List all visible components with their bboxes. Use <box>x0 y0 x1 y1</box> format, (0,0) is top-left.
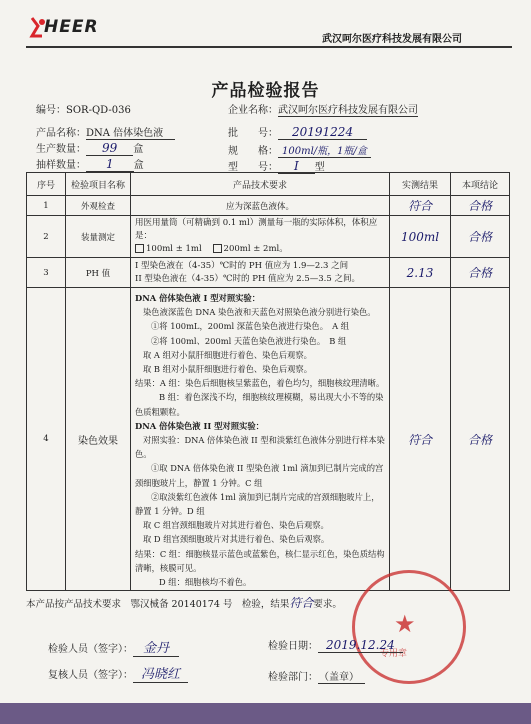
row-conclusion: 合格 <box>451 196 510 216</box>
reviewer-signature-line <box>48 663 188 682</box>
section-title: DNA 倍体染色液 I 型对照实验： <box>135 293 261 303</box>
conclusion-statement <box>26 594 342 611</box>
requirement-line: ①取 DNA 倍体染色液 II 型染色液 1ml 滴加到已制片完成的宫颈细胞玻片上，静置 1 分钟。C 组 <box>135 463 384 488</box>
option-200ml: 200ml ± 2ml。 <box>223 244 288 254</box>
row-item: 外观检查 <box>66 196 131 216</box>
model-label: 型 号： <box>228 162 278 173</box>
sample-unit: 盒 <box>133 160 144 171</box>
requirement-line: B 组：着色深浅不均，细胞核纹理模糊，易出现大小不等的染色质粗颗粒。 <box>135 392 384 417</box>
logo-text: HEER <box>44 17 99 37</box>
enterprise-value: 武汉呵尔医疗科技发展有限公司 <box>278 105 418 116</box>
produced-label: 生产数量： <box>36 144 86 155</box>
row-conclusion: 合格 <box>451 288 510 591</box>
inspection-date-line <box>268 637 403 652</box>
spec-field <box>228 142 371 157</box>
volume-options <box>135 243 385 256</box>
product-field <box>36 124 175 139</box>
row-result: 2.13 <box>390 258 451 288</box>
enterprise-field <box>228 101 418 116</box>
produced-field <box>36 140 143 155</box>
inspector-label: 检验人员（签字）： <box>48 644 133 655</box>
col-header-result: 实测结果 <box>390 173 451 196</box>
row-result: 符合 <box>390 196 451 216</box>
requirement-line: 取 A 组对小鼠肝细胞进行着色、染色后观察。 <box>143 349 312 360</box>
requirement-line: 对照实验：DNA 倍体染色液 II 型和淡紫红色液体分别进行样本染色。 <box>135 435 385 460</box>
table-row <box>27 196 510 216</box>
requirement-line: I 型染色液在（4-35）℃时的 PH 值应为 1.9—2.3 之间 <box>135 260 349 271</box>
table-row <box>27 258 510 288</box>
row-requirement: 应为深蓝色液体。 <box>131 196 390 216</box>
inspection-table <box>26 172 510 591</box>
row-conclusion: 合格 <box>451 258 510 288</box>
reviewer-signature: 冯晓红 <box>133 667 188 683</box>
row-requirement <box>131 258 390 288</box>
requirement-line: II 型染色液在（4-35）℃时的 PH 值应为 2.5—3.5 之间。 <box>135 273 360 284</box>
requirement-line: 结果：C 组：细胞核显示蓝色或蓝紫色，核仁显示红色，染色质结构清晰，核膜可见。 <box>135 548 385 573</box>
checkbox-200ml <box>213 244 222 253</box>
row-item: 染色效果 <box>66 288 131 591</box>
inspector-signature: 金丹 <box>133 641 179 657</box>
batch-field <box>228 124 367 139</box>
code-field <box>36 101 131 116</box>
sample-value: 1 <box>86 157 134 172</box>
conclusion-tail: 要求。 <box>313 599 342 610</box>
batch-value: 20191224 <box>278 125 367 140</box>
inspector-signature-line <box>48 637 179 656</box>
seal-star-icon: ★ <box>394 610 416 638</box>
code-value: SOR-QD-036 <box>66 105 131 116</box>
option-100ml: 100ml ± 1ml <box>146 244 202 254</box>
row-requirement <box>131 216 390 258</box>
enterprise-label: 企业名称： <box>228 105 278 116</box>
model-field <box>228 158 325 173</box>
section-title: DNA 倍体染色液 II 型对照实验： <box>135 420 264 431</box>
spec-label: 规 格： <box>228 146 278 157</box>
row-no: 4 <box>27 288 66 591</box>
requirement-line: D 组：细胞核均不着色。 <box>159 577 252 588</box>
requirement-line: 用医用量筒（可精确到 0.1 ml）测量每一瓶的实际体积，体积应是： <box>135 218 378 241</box>
table-row <box>27 288 510 591</box>
conclusion-text: 本产品按产品技术要求 鄂汉械备 20140174 号 检验，结果 <box>26 599 290 610</box>
requirement-line: 取 C 组宫颈细胞玻片对其进行着色、染色后观察。 <box>143 520 329 531</box>
department-line <box>268 668 365 683</box>
conclusion-handwritten: 符合 <box>289 596 314 610</box>
produced-unit: 盒 <box>133 144 144 155</box>
product-value: DNA 倍体染色液 <box>86 128 175 140</box>
bottom-band <box>0 703 531 724</box>
row-item: 装量测定 <box>66 216 131 258</box>
row-requirement <box>131 288 390 591</box>
row-no: 3 <box>27 258 66 288</box>
model-unit: 型 <box>314 162 325 173</box>
requirement-line: ②将 100ml、200ml 天蓝色染色液进行染色。 B 组 <box>151 335 347 346</box>
row-no: 1 <box>27 196 66 216</box>
page-title: 产品检验报告 <box>211 81 320 101</box>
requirement-line: ②取淡紫红色液体 1ml 滴加到已制片完成的宫颈细胞玻片上，静置 1 分钟。D 组 <box>135 491 380 517</box>
reviewer-label: 复核人员（签字）： <box>48 670 133 681</box>
requirement-line: 结果：A 组：染色后细胞核呈紫蓝色，着色均匀，细胞核纹理清晰。 <box>135 378 385 389</box>
table-header-row <box>27 173 510 196</box>
row-conclusion: 合格 <box>451 216 510 258</box>
table-row <box>27 216 510 258</box>
date-value: 2019.12.24 <box>318 638 403 653</box>
col-header-requirement: 产品技术要求 <box>131 173 390 196</box>
row-result: 符合 <box>390 288 451 591</box>
row-no: 2 <box>27 216 66 258</box>
requirement-line: ①将 100mL，200ml 深蓝色染色液进行染色。 A 组 <box>151 321 350 332</box>
spec-value: 100ml/瓶，1瓶/盒 <box>278 146 371 158</box>
seal-text: 专用章 <box>380 649 408 659</box>
dept-label: 检验部门： <box>268 672 318 683</box>
col-header-no: 序号 <box>27 173 66 196</box>
product-label: 产品名称： <box>36 128 86 139</box>
col-header-conclusion: 本项结论 <box>451 173 510 196</box>
sample-label: 抽样数量： <box>36 160 86 171</box>
header-divider <box>26 46 512 48</box>
code-label: 编号： <box>36 105 66 116</box>
col-header-item: 检验项目名称 <box>66 173 131 196</box>
model-value: I <box>278 159 315 174</box>
produced-value: 99 <box>86 141 133 156</box>
row-result: 100ml <box>390 216 451 258</box>
requirement-line: 取 D 组宫颈细胞玻片对其进行着色、染色后观察。 <box>143 534 330 545</box>
dept-value: （盖章） <box>318 672 365 684</box>
batch-label: 批 号： <box>228 128 278 139</box>
header-company-name: 武汉呵尔医疗科技发展有限公司 <box>322 34 462 45</box>
date-label: 检验日期： <box>268 641 318 652</box>
sample-field <box>36 156 144 171</box>
checkbox-100ml <box>135 244 144 253</box>
requirement-line: 染色液深蓝色 DNA 染色液和天蓝色对照染色液分别进行染色。 <box>143 307 376 318</box>
row-item: PH 值 <box>66 258 131 288</box>
requirement-line: 取 B 组对小鼠肝细胞进行着色、染色后观察。 <box>143 364 313 375</box>
